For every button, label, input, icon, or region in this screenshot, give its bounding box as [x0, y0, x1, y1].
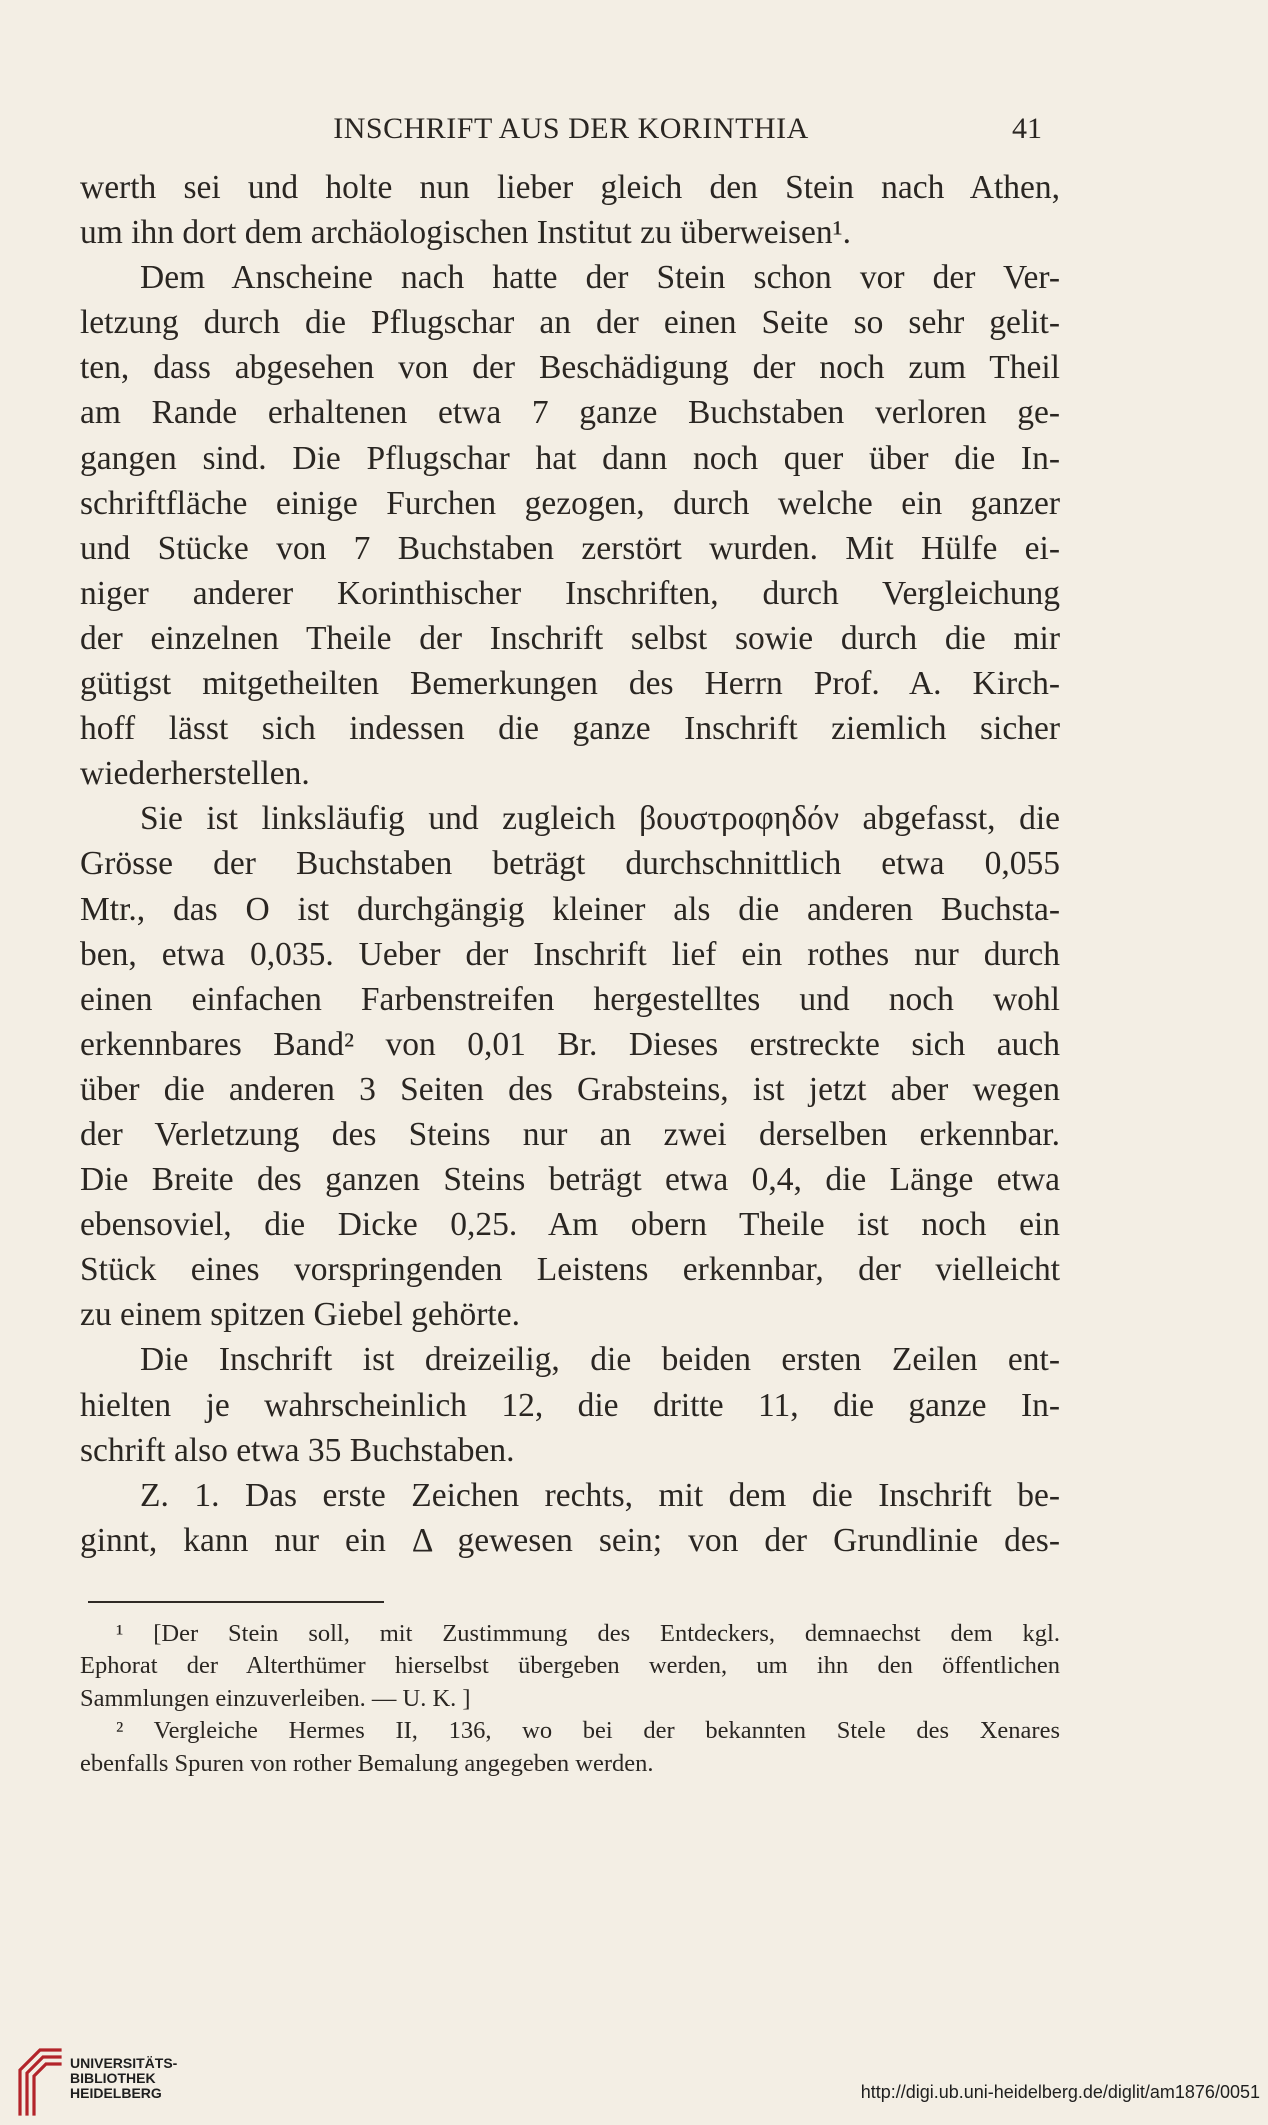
- library-name-line: HEIDELBERG: [70, 2085, 162, 2101]
- library-name-line: UNIVERSITÄTS-: [70, 2055, 178, 2071]
- footnote-line: Sammlungen einzuverleiben. — U. K. ]: [80, 1684, 471, 1712]
- library-logo-icon: [14, 2044, 66, 2116]
- footnote-divider: [88, 1601, 384, 1603]
- body-line: erkennbares Band² von 0,01 Br. Dieses erstreckte sich auch: [80, 1025, 1060, 1063]
- footnote-line: ² Vergleiche Hermes II, 136, wo bei der bekannten Stele des Xenares: [116, 1717, 1060, 1745]
- body-line: zu einem spitzen Giebel gehörte.: [80, 1296, 520, 1334]
- body-line: am Rande erhaltenen etwa 7 ganze Buchstaben verloren ge-: [80, 394, 1060, 432]
- body-line: der einzelnen Theile der Inschrift selbst sowie durch die mir: [80, 619, 1060, 657]
- library-name-line: BIBLIOTHEK: [70, 2070, 156, 2086]
- source-url-link[interactable]: http://digi.ub.uni-heidelberg.de/diglit/am1876/0051: [860, 2082, 1260, 2102]
- footnote-line: ebenfalls Spuren von rother Bemalung angegeben werden.: [80, 1749, 654, 1777]
- body-line: niger anderer Korinthischer Inschriften, durch Vergleichung: [80, 574, 1060, 612]
- body-line: werth sei und holte nun lieber gleich den Stein nach Athen,: [80, 169, 1060, 206]
- body-line: Mtr., das O ist durchgängig kleiner als die anderen Buchsta-: [80, 890, 1060, 928]
- library-name: [70, 2056, 177, 2101]
- body-line: schrift also etwa 35 Buchstaben.: [80, 1431, 515, 1469]
- body-line: einen einfachen Farbenstreifen hergestelltes und noch wohl: [80, 980, 1060, 1018]
- body-line: Dem Anscheine nach hatte der Stein schon vor der Ver-: [140, 259, 1060, 297]
- body-line: wiederherstellen.: [80, 755, 310, 793]
- body-line: letzung durch die Pflugschar an der einen Seite so sehr gelit-: [80, 304, 1060, 342]
- running-title: INSCHRIFT AUS DER KORINTHIA: [333, 112, 809, 145]
- body-line: schriftfläche einige Furchen gezogen, durch welche ein ganzer: [80, 484, 1060, 522]
- body-line: ebensoviel, die Dicke 0,25. Am obern Theile ist noch ein: [80, 1206, 1060, 1244]
- body-line: ginnt, kann nur ein Δ gewesen sein; von der Grundlinie des-: [80, 1521, 1060, 1559]
- running-head: [86, 112, 1056, 152]
- body-line: hoff lässt sich indessen die ganze Inschrift ziemlich sicher: [80, 710, 1060, 748]
- body-line: um ihn dort dem archäologischen Institut zu überweisen¹.: [80, 214, 852, 252]
- body-line: Z. 1. Das erste Zeichen rechts, mit dem die Inschrift be-: [140, 1476, 1060, 1514]
- body-text: [80, 165, 1060, 1563]
- library-logo[interactable]: [14, 2044, 214, 2116]
- footnote-line: ¹ [Der Stein soll, mit Zustimmung des Entdeckers, demnaechst dem kgl.: [116, 1620, 1060, 1647]
- body-line: gangen sind. Die Pflugschar hat dann noch quer über die In-: [80, 439, 1060, 477]
- body-line: Grösse der Buchstaben beträgt durchschnittlich etwa 0,055: [80, 845, 1060, 883]
- body-line: hielten je wahrscheinlich 12, die dritte 11, die ganze In-: [80, 1386, 1060, 1424]
- body-line: Die Inschrift ist dreizeilig, die beiden ersten Zeilen ent-: [140, 1341, 1060, 1379]
- body-line: und Stücke von 7 Buchstaben zerstört wurden. Mit Hülfe ei-: [80, 529, 1060, 567]
- footnotes: [80, 1618, 1060, 1780]
- body-line: über die anderen 3 Seiten des Grabsteins, ist jetzt aber wegen: [80, 1070, 1060, 1108]
- body-line: ben, etwa 0,035. Ueber der Inschrift lief ein rothes nur durch: [80, 935, 1060, 973]
- footnote-line: Ephorat der Alterthümer hierselbst übergeben werden, um ihn den öffentlichen: [80, 1652, 1060, 1680]
- page-number: 41: [1012, 112, 1042, 145]
- body-line: der Verletzung des Steins nur an zwei derselben erkennbar.: [80, 1115, 1060, 1153]
- body-line: Die Breite des ganzen Steins beträgt etwa 0,4, die Länge etwa: [80, 1161, 1060, 1199]
- body-line: Sie ist linksläufig und zugleich βουστροφηδόν abgefasst, die: [140, 800, 1060, 838]
- body-line: gütigst mitgetheilten Bemerkungen des Herrn Prof. A. Kirch-: [80, 665, 1060, 703]
- body-line: Stück eines vorspringenden Leistens erkennbar, der vielleicht: [80, 1251, 1060, 1289]
- body-line: ten, dass abgesehen von der Beschädigung der noch zum Theil: [80, 349, 1060, 387]
